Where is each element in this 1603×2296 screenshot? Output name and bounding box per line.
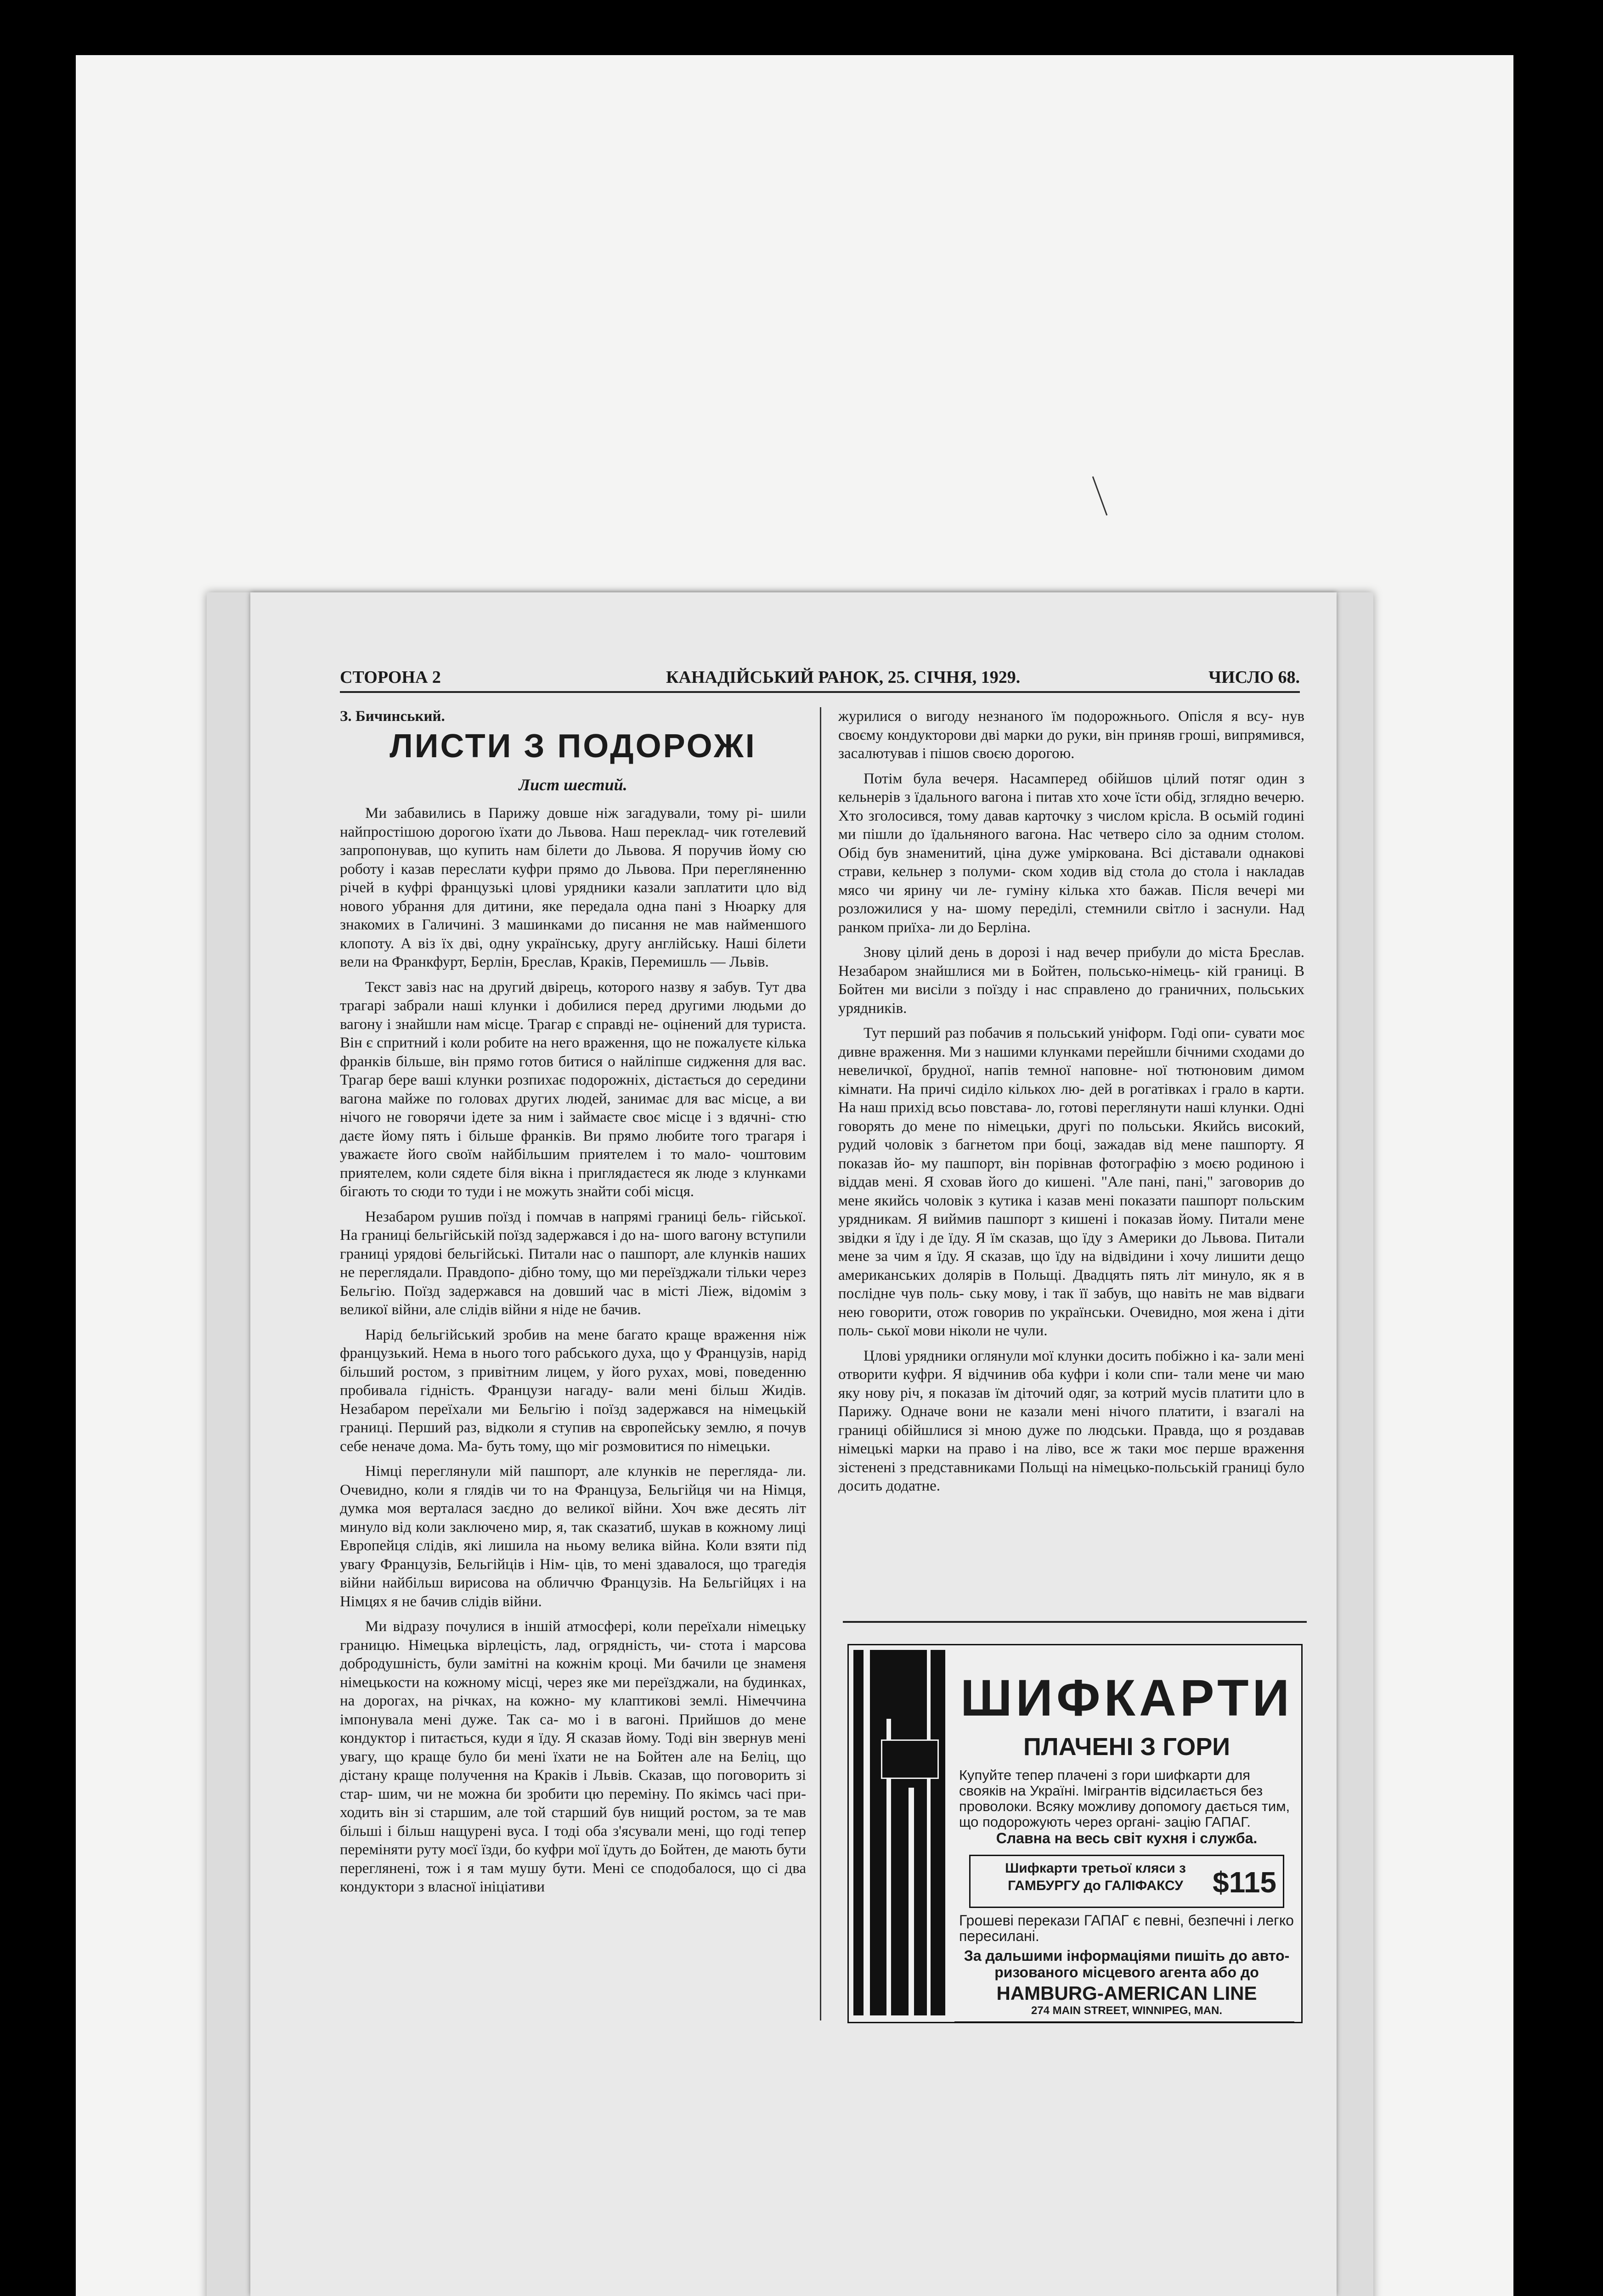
column-divider — [820, 707, 821, 2020]
ship-emblem-icon — [881, 1739, 939, 1779]
ad-separator-rule — [843, 1621, 1307, 1623]
article-title: ЛИСТИ З ПОДОРОЖІ — [389, 727, 756, 765]
issue-number: ЧИСЛО 68. — [1208, 668, 1300, 687]
left-column — [340, 707, 806, 1903]
article-paragraph: Ми забавились в Парижу довше ніж загадували, тому рі- шили найпростішою дорогою їхати до Львова. Наш переклад- чик готелевий запропонував, що купить нам білети до Львова. Я поручив йому сю роботу і казав переслати куфри прямо до Львова. При перегляненню річей в куфрі французькі цлові урядники казали заплатити цло від нового убрання для дитини, яке передала одна пані з Нюарку для знакомих в Галичині. З машинками до писання не мав найменшого клопоту. А віз їх дві, одну українську, другу англійську. Наші білети вели на Франкфурт, Берлін, Бреслав, Краків, Перемишль — Львів. — [340, 805, 806, 970]
masthead: КАНАДІЙСЬКИЙ РАНОК, 25. СІЧНЯ, 1929. — [666, 668, 1021, 687]
page-header — [340, 664, 1300, 693]
ad-address: 274 MAIN STREET, WINNIPEG, MAN. — [1031, 2004, 1223, 2017]
article-author: З. Бичинський. — [340, 708, 445, 725]
ad-body: Купуйте тепер плачені з гори шифкарти для свояків на Україні. Імігрантів відсилається без проволоки. Всяку можливу допомогу дається тим, що подорожують через органі- зацію ГАПАГ. — [959, 1767, 1290, 1830]
ad-slogan: Славна на весь світ кухня і служба. — [996, 1830, 1258, 1846]
newspaper-page — [250, 592, 1337, 2296]
ad-text — [959, 1654, 1294, 2017]
article-paragraph: Ми відразу почулися в іншій атмосфері, коли переїхали німецьку границю. Німецька вірлецість, лад, огрядність, чи- стота і марсова добродушність, були замітні на кожнім кроці. Ми бачили це знаменя німецькости на кожному місці, через яке ми переїзджали, на будинках, на дорогах, на річках, на кожно- му клаптикові землі. Німеччина імпонувала мені дуже. Так са- мо і в вагоні. Прийшов до мене кондуктор і питається, куди я їду. Я сказав йому. Тоді він звернув мені увагу, що краще було би мені їхати не на Бойтен але на Беліц, що дістану краще получення на Краків і Львів. Сказав, що поговорить зі стар- шим, чи не можна би зробити цю переміну. По якімсь часі при- ходить він зі старшим, але той старший був нищий ростом, за те мав більші і більш нащурені вуса. І тоді оба з'ясували мені, що годі тепер переміняти руту моєї їзди, бо куфри мої їдуть до Бойтен, де мають бути переглянені, тож і я там мушу бути. Мені се сподобалося, що сі два кондуктори з власної ініціативи — [340, 1618, 806, 1895]
shipping-advertisement — [847, 1644, 1303, 2023]
right-column — [838, 707, 1304, 1502]
page-number: СТОРОНА 2 — [340, 668, 441, 687]
ad-headline: ШИФКАРТИ — [960, 1669, 1293, 1727]
article-paragraph: Текст завіз нас на другий двірець, которого назву я забув. Тут два трагарі забрали наші клунки і добилися перед другими людьми до вагону і знайшли нам місце. Трагар є справді не- оцінений для туриста. Він є спритний і коли робите на него враження, що не пожалуєте кілька франків більше, він прямо готов битися о найліпше сидження для вас. Трагар бере ваші клунки розпихає подорожніх, дістається до середини вагона майже по головах других людей, занимає для вас місце, а ви нічого не говорячи ідете за ним і займаєте своє місце і з вдячні- стю даєте йому пять і більше франків. Ви прямо любите того трагаря і уважаєте його своїм найбільшим приятелем і то мало- чоштовим приятелем, коли сядете біля вікна і приглядаєтеся як люде з клунками бігають то сюди то туди і не можуть знайти собі місця. — [340, 979, 806, 1200]
article-paragraph: Знову цілий день в дорозі і над вечер прибули до міста Бреслав. Незабаром знайшлися ми в Бойтен, польсько-німець- кій границі. В Бойтен ми висіли з поїзду і нас справлено до граничних, польських урядників. — [838, 944, 1304, 1017]
article-paragraph: Незабаром рушив поїзд і помчав в напрямі границі бель- гійської. На границі бельгійській поїзд задержався і до на- шого вагону вступили границі урядові бельгійські. Питали нас о пашпорт, але клунків наших не переглядали. Правдопо- дібно тому, що ми переїзджали тільки через Бельгію. Поїзд задержався на довший час в місті Ліеж, відомім з великої війни, але слідів війни я ніде не бачив. — [340, 1208, 806, 1318]
ad-price-box — [969, 1855, 1284, 1908]
ad-subheadline: ПЛАЧЕНІ З ГОРИ — [1023, 1733, 1230, 1761]
ad-info: За дальшими інформаціями пишіть до авто- ризованого місцевого агента або до — [964, 1947, 1290, 1981]
article-paragraph: Потім була вечеря. Насамперед обійшов цілий потяг один з кельнерів з їдального вагона і питав хто хоче їсти обід, зглядно вечерю. Хто зголосився, тому давав карточку з числом крісла. В осьмій годині ми пішли до їдальняного вагона. Нас четверо сіло за одним столом. Обід був знаменитий, ціна дуже уміркована. Всі діставали однакові страви, кельнер з полуми- ском ходив від стола до стола і накладав мясо чи ярину чи ле- гуміну кілька хто бажав. Після вечері ми розложилися у на- шому переділі, стемнили світло і заснули. Над ранком приїха- ли до Берліна. — [838, 770, 1304, 936]
article-paragraph: Німці переглянули мій пашпорт, але клунків не перегляда- ли. Очевидно, коли я глядів чи то на Француза, Бельгійця чи на Німця, думка моя верталася заєдно до великої війни. Хоч вже десять літ минуло від коли заключено мир, я, так сказатиб, шукав в кожному лиці Европейця слідів, які лишила на ньому велика війна. Коли взяти під увагу Французів, Бельгійців і Нім- ців, то мені здавалося, що трагедія війни найбільш вирисова на обличчю Французів. На Бельгійцях і на Німцях я не бачив слідів війни. — [340, 1463, 806, 1610]
ad-transfer: Грошеві перекази ГАПАГ є певні, безпечні і легко пересилані. — [959, 1912, 1294, 1944]
ad-price-label: Шифкарти третьої кляси з ГАМБУРГУ до ГАЛІФАКСУ — [1005, 1861, 1186, 1893]
ad-bottom-rule — [954, 2021, 1294, 2023]
article-paragraph: Тут перший раз побачив я польський уніформ. Годі опи- сувати моє дивне враження. Ми з нашими клунками перейшли бічними сходами до невеличкої, брудної, напів темної наповне- ної тютюновим димом кімнати. На причі сиділо кількох лю- дей в рогатівках і грало в карти. На наш прихід всьо повстава- ло, готові переглянути наші клунки. Одні говорять до мене по німецьки, другі по польськи. Якийсь високий, рудий чоловік з багнетом при боці, зажадав від мене пашпорту. Я показав йо- му пашпорт, він порівнав фотографію з моєю родиною і віддав мені. Я сховав його до кишені. "Але пані, пані," заговорив до мене якийсь чоловік з кутика і казав мені показати пашпорт польским урядникам. Я виймив пашпорт з кишені і показав йому. Питали мене звідки я їду і де їду. Я їм сказав, що їду з Америки до Львова. Питали мене за чим я їду. Я сказав, що їду на відвідини і хочу лишити дещо американських долярів в Польщі. Двадцять пять літ минуло, як я в послідне чув поль- ську мову, і так її забув, що навіть не мав відваги нею говорити, отож говорив по українськи. Очевидно, моя жена і діти поль- ської мови ніколи не чули. — [838, 1025, 1304, 1339]
article-paragraph: журилися о вигоду незнаного їм подорожнього. Опісля я всу- нув своєму кондукторови дві марки до руки, він приняв гроші, випрямився, засалютував і пішов своєю дорогою. — [838, 708, 1304, 762]
article-subtitle: Лист шестий. — [519, 775, 627, 794]
ad-price: $115 — [1213, 1866, 1276, 1899]
article-paragraph: Цлові урядники оглянули мої клунки досить побіжно і ка- зали мені отворити куфри. Я відчинив оба куфри і коли спи- тали мене чи маю яку нову річ, я показав їм діточий одяг, за котрий мусів платити цло в Парижу. Одначе вони не казали мені нічого платити, і взагалі на границі обійшлися зі мною дуже по людськи. Правда, що я роздавав німецькі марки на право і на ліво, все ж таки моє перше враження зістенені з представниками Польщі на німецько-польській границі було досить додатне. — [838, 1347, 1304, 1494]
article-paragraph: Нарід бельгійський зробив на мене багато краще враження ніж французький. Нема в нього того рабського духа, що у Французів, нарід більший ростом, з привітним лицем, у його рухах, мові, поведенню пробивала гідність. Французи нагаду- вали мені більш Жидів. Незабаром переїхали ми Бельгію і поїзд задержався на німецькій границі. Перший раз, відколи я ступив на європейську землю, я почув себе неначе дома. Ма- буть тому, що міг розмовитися по німецьки. — [340, 1326, 806, 1455]
ad-illustration — [853, 1650, 945, 2015]
ad-company: HAMBURG-AMERICAN LINE — [996, 1982, 1257, 2004]
